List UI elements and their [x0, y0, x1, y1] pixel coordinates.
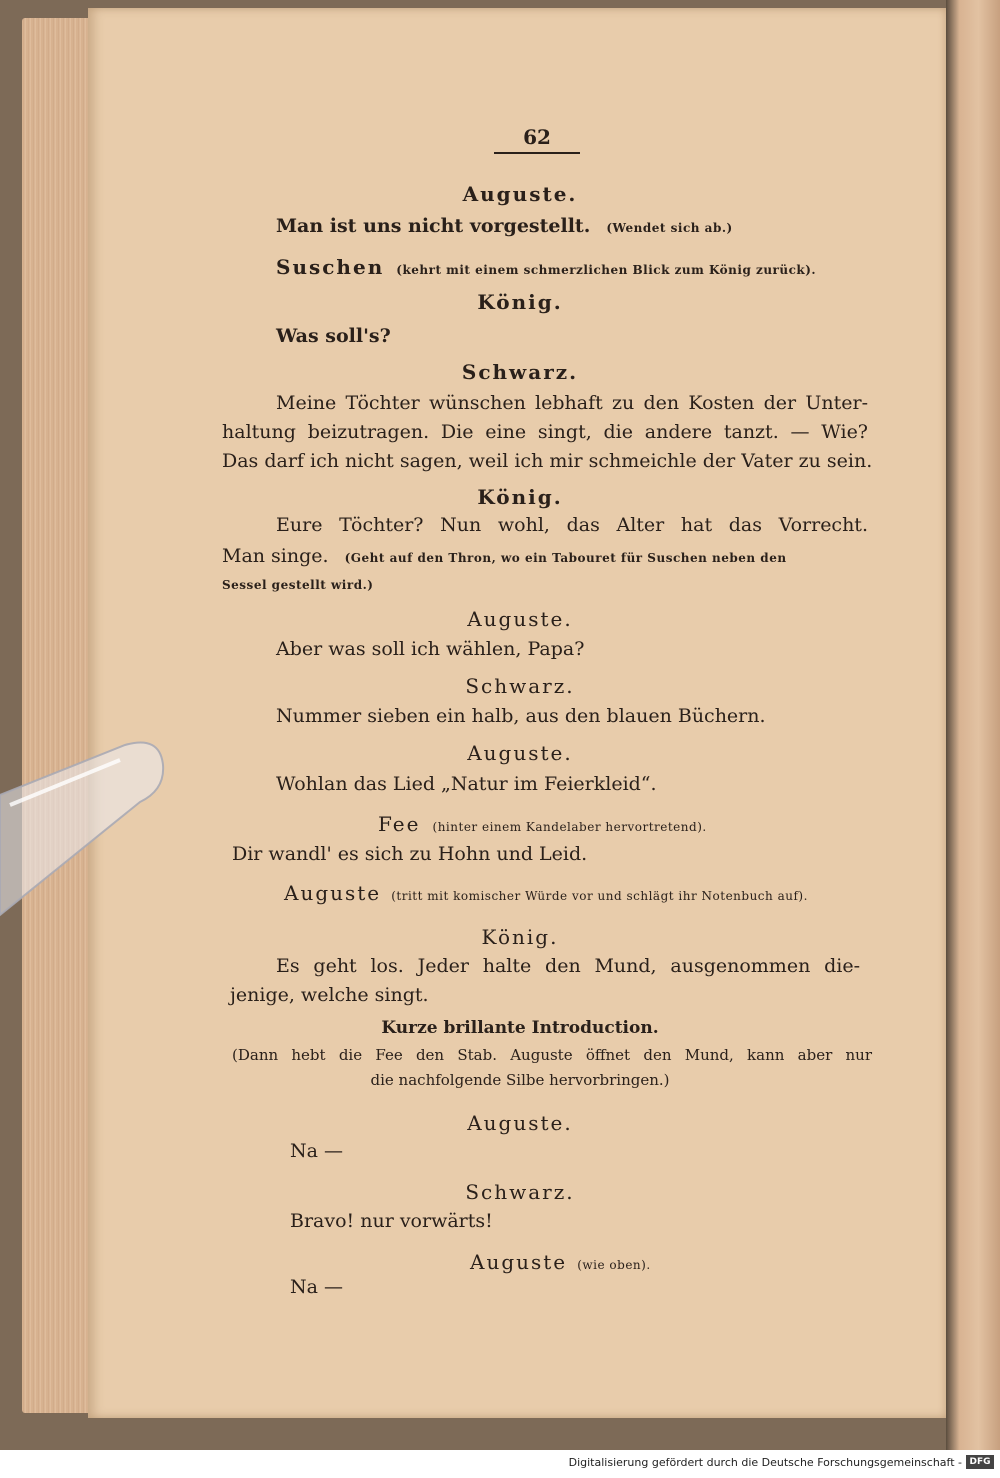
dialogue-text: Nummer sieben ein halb, aus den blauen Büchern. [276, 705, 766, 727]
dialogue-text: Das darf ich nicht sagen, weil ich mir schmeichle der Vater zu sein. [222, 450, 873, 472]
page-stack-right [946, 0, 1000, 1450]
speaker-fee: Fee [378, 812, 421, 836]
speaker-auguste: Auguste. [467, 607, 573, 631]
dialogue-text: Aber was soll ich wählen, Papa? [276, 638, 585, 660]
dialogue-text: Dir wandl' es sich zu Hohn und Leid. [232, 843, 588, 865]
dialogue-text: Meine Töchter wünschen lebhaft zu den Kosten der Unter- [276, 392, 868, 414]
dialogue-text: Na — [290, 1140, 343, 1162]
stage-direction: die nachfolgende Silbe hervorbringen.) [370, 1071, 670, 1089]
dialogue-line [222, 545, 868, 567]
dialogue-line [284, 881, 808, 905]
speaker-auguste: Auguste [470, 1250, 568, 1274]
dialogue-line [276, 255, 816, 279]
speaker-auguste: Auguste. [467, 1111, 573, 1135]
speaker-auguste: Auguste. [462, 182, 578, 206]
speaker-auguste: Auguste [284, 881, 382, 905]
stage-direction: (wie oben). [577, 1258, 651, 1272]
dialogue-text: Eure Töchter? Nun wohl, das Alter hat das Vorrecht. [276, 514, 868, 536]
stage-direction: (Geht auf den Thron, wo ein Tabouret für Suschen neben den [344, 551, 787, 565]
stage-direction: (hinter einem Kandelaber hervortretend). [432, 820, 707, 834]
dialogue-text: Man ist uns nicht vorgestellt. [276, 215, 591, 237]
dialogue-text: Was soll's? [276, 325, 391, 347]
section-heading: Kurze brillante Introduction. [381, 1018, 659, 1038]
speaker-auguste: Auguste. [467, 741, 573, 765]
speaker-schwarz: Schwarz. [461, 360, 579, 384]
dfg-logo: DFG [966, 1455, 994, 1469]
dialogue-text: jenige, welche singt. [230, 984, 429, 1006]
dialogue-text: haltung beizutragen. Die eine singt, die andere tanzt. — Wie? [222, 421, 868, 443]
dialogue-text: Na — [290, 1276, 343, 1298]
speaker-schwarz: Schwarz. [465, 674, 575, 698]
stage-direction: (tritt mit komischer Würde vor und schlägt ihr Notenbuch auf). [391, 889, 808, 903]
stage-direction: (Wendet sich ab.) [606, 221, 733, 235]
stage-direction: (kehrt mit einem schmerzlichen Blick zum König zurück). [396, 263, 817, 277]
page-number: 62 [523, 125, 551, 149]
dialogue-line [470, 1250, 651, 1274]
speaker-koenig: König. [481, 925, 559, 949]
stage-direction: Sessel gestellt wird.) [222, 578, 374, 592]
speaker-suschen: Suschen [276, 255, 385, 279]
dialogue-line [378, 812, 707, 836]
dialogue-text: Es geht los. Jeder halte den Mund, ausgenommen die- [276, 955, 860, 977]
dialogue-text: Wohlan das Lied „Natur im Feierkleid“. [276, 773, 657, 795]
speaker-koenig: König. [477, 485, 563, 509]
speaker-schwarz: Schwarz. [465, 1180, 575, 1204]
dialogue-text: Man singe. [222, 545, 329, 567]
stage-direction: (Dann hebt die Fee den Stab. Auguste öffnet den Mund, kann aber nur [232, 1046, 872, 1064]
dialogue-text: Bravo! nur vorwärts! [290, 1210, 493, 1232]
speaker-koenig: König. [477, 290, 563, 314]
page-number-rule [494, 152, 580, 154]
dialogue-line [276, 215, 733, 237]
footer-credit: Digitalisierung gefördert durch die Deutsche Forschungsgemeinschaft - [568, 1456, 962, 1469]
page-stack-left [22, 18, 92, 1413]
